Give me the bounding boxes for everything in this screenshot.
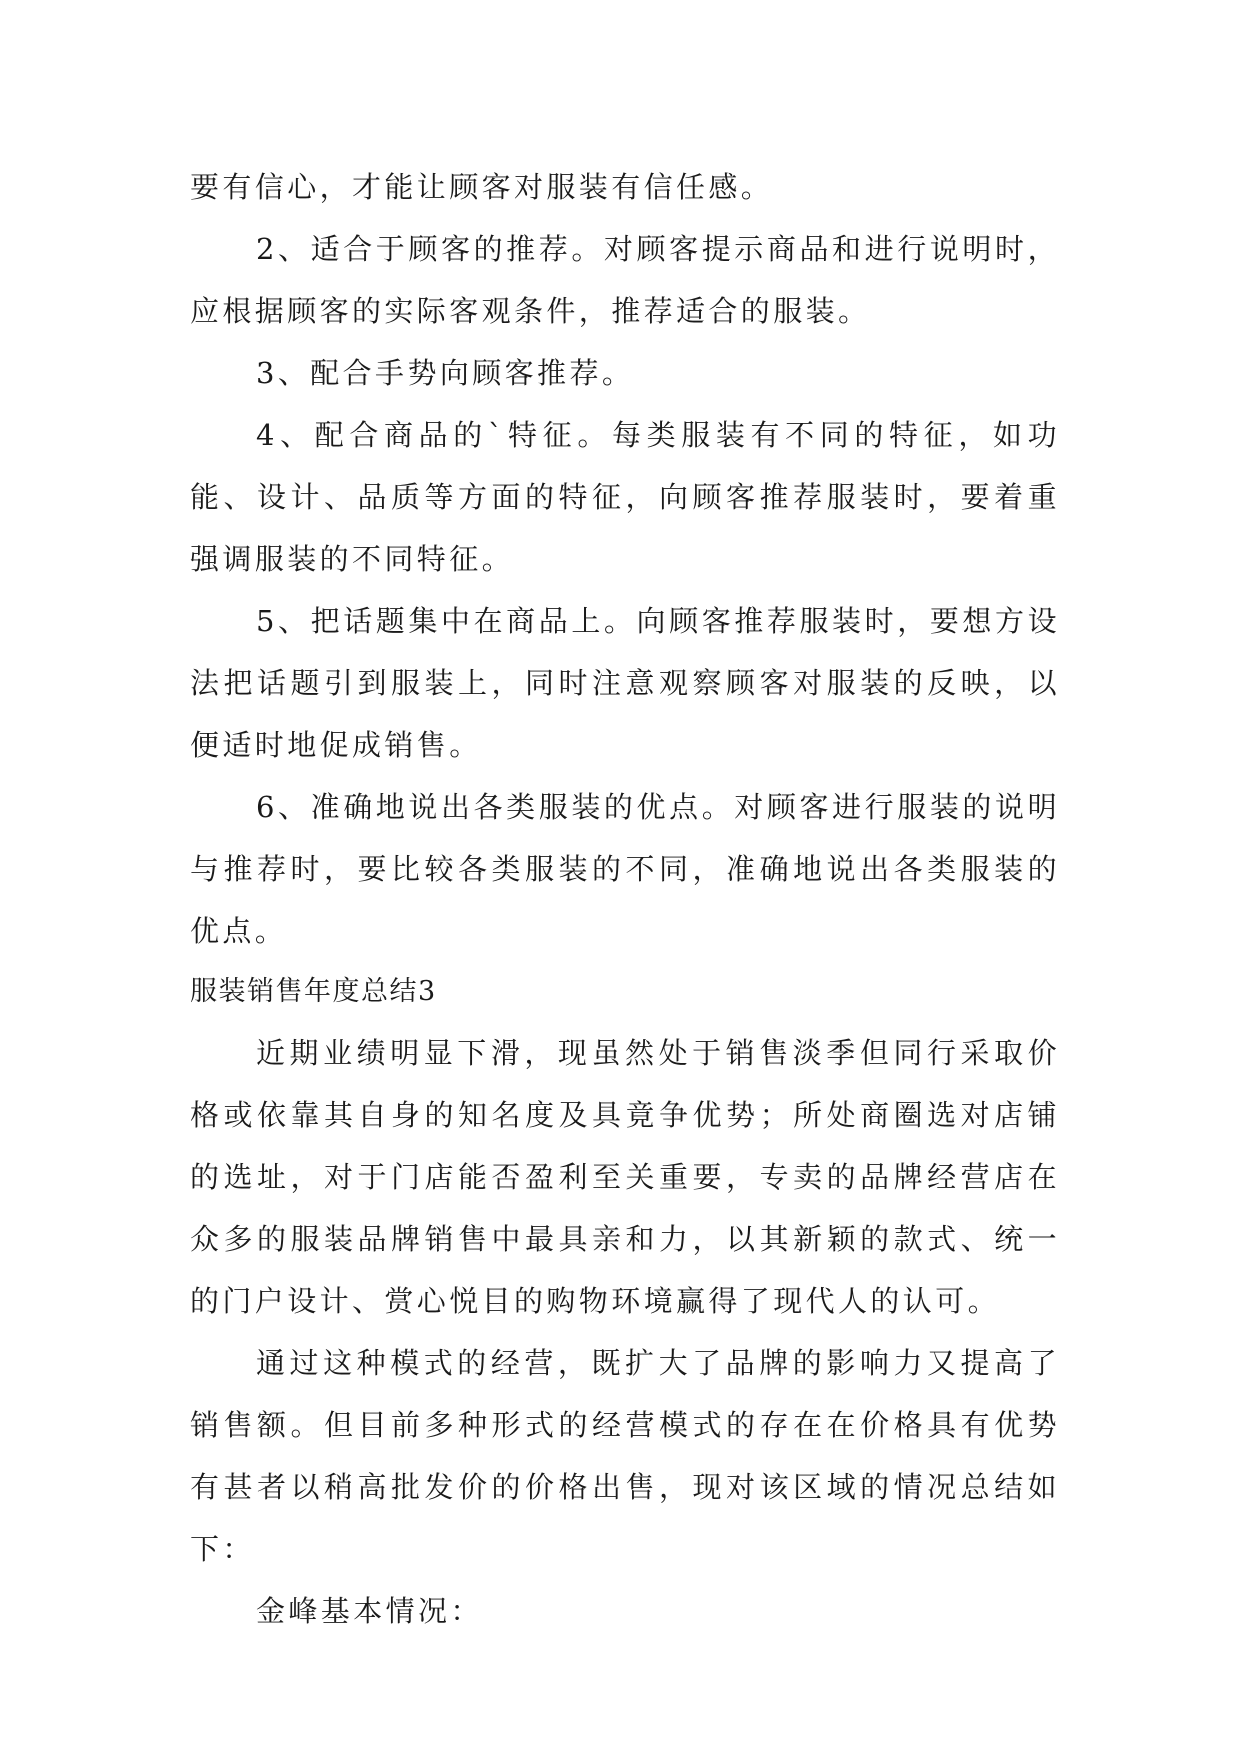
paragraph-point-6: 6、准确地说出各类服装的优点。对顾客进行服装的说明与推荐时，要比较各类服装的不同，准确地说出各类服装的优点。 (190, 790, 1060, 948)
paragraph-point-2: 2、适合于顾客的推荐。对顾客提示商品和进行说明时，应根据顾客的实际客观条件，推荐适合的服装。 (190, 232, 1060, 328)
paragraph-point-4: 4、配合商品的`特征。每类服装有不同的特征，如功能、设计、品质等方面的特征，向顾客推荐服装时，要着重强调服装的不同特征。 (190, 418, 1060, 576)
section-heading: 服装销售年度总结3 (190, 976, 437, 1007)
paragraph-intro-continuation: 要有信心，才能让顾客对服装有信任感。 (190, 170, 774, 204)
paragraph-point-3: 3、配合手势向顾客推荐。 (256, 356, 635, 390)
document-page (190, 156, 1060, 1642)
paragraph-point-5: 5、把话题集中在商品上。向顾客推荐服装时，要想方设法把话题引到服装上，同时注意观察顾客对服装的反映，以便适时地促成销售。 (190, 604, 1060, 762)
paragraph-performance: 近期业绩明显下滑，现虽然处于销售淡季但同行采取价格或依靠其自身的知名度及具竟争优势；所处商圈选对店铺的选址，对于门店能否盈利至关重要，专卖的品牌经营店在众多的服装品牌销售中最具亲和力，以其新颖的款式、统一的门户设计、赏心悦目的购物环境赢得了现代人的认可。 (190, 1036, 1060, 1318)
paragraph-jinfeng-basics: 金峰基本情况： (256, 1594, 483, 1628)
paragraph-business-model: 通过这种模式的经营，既扩大了品牌的影响力又提高了销售额。但目前多种形式的经营模式的存在在价格具有优势有甚者以稍高批发价的价格出售，现对该区域的情况总结如下： (190, 1346, 1060, 1566)
